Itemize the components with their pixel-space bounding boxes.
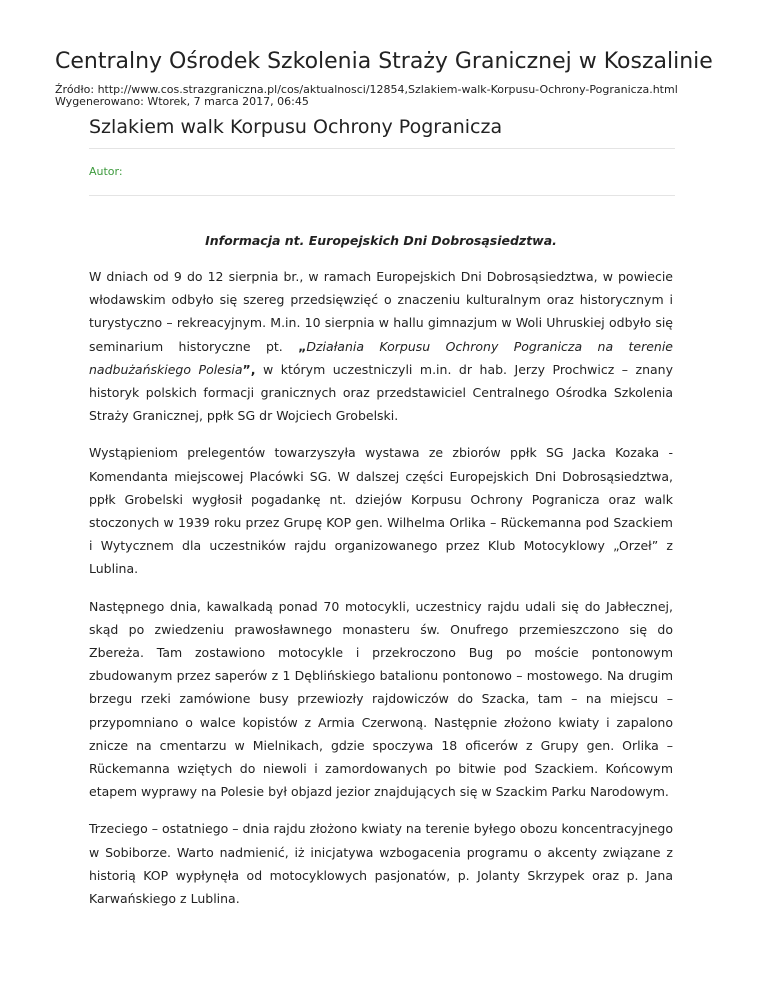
quote-open: „: [298, 338, 307, 354]
source-url: Źródło: http://www.cos.strazgraniczna.pl/cos/aktualnosci/12854,Szlakiem-walk-Korpusu-Ochrony-Pogranicza.html: [55, 83, 678, 96]
divider: [89, 148, 675, 149]
seminar-title: Działania Korpusu Ochrony Pogranicza na terenie nadbużańskiego Polesia: [89, 338, 673, 377]
site-title: Centralny Ośrodek Szkolenia Straży Granicznej w Koszalinie: [55, 49, 713, 74]
article-title: Szlakiem walk Korpusu Ochrony Pogranicza: [89, 116, 503, 138]
paragraph: [89, 265, 673, 427]
article-heading: Informacja nt. Europejskich Dni Dobrosąsiedztwa.: [205, 233, 557, 248]
paragraph: Wystąpieniom prelegentów towarzyszyła wystawa ze zbiorów ppłk SG Jacka Kozaka - Komendanta miejscowej Placówki SG. W dalszej części Europejskich Dni Dobrosąsiedztwa, ppłk Grobelski wygłosił pogadankę nt. dziejów Korpusu Ochrony Pogranicza oraz walk stoczonych w 1939 roku przez Grupę KOP gen. Wilhelma Orlika – Rückemanna pod Szackiem i Wytycznem dla uczestników rajdu organizowanego przez Klub Motocyklowy „Orzeł” z Lublina.: [89, 445, 673, 577]
print-meta: [55, 84, 678, 108]
generated-date: Wygenerowano: Wtorek, 7 marca 2017, 06:45: [55, 95, 309, 108]
paragraph: Następnego dnia, kawalkadą ponad 70 motocykli, uczestnicy rajdu udali się do Jabłecznej, skąd po zwiedzeniu prawosławnego monasteru św. Onufrego przemieszczono się do Zbereża. Tam zostawiono motocykle i przekroczono Bug po moście pontonowym zbudowanym przez saperów z 1 Dęblińskiego batalionu pontonowo – mostowego. Na drugim brzegu rzeki zamówione busy przewiozły rajdowiczów do Szacka, tam – na miejscu – przypomniano o walce kopistów z Armia Czerwoną. Następnie złożono kwiaty i zapalono znicze na cmentarzu w Mielnikach, gdzie spoczywa 18 oficerów z Grupy gen. Orlika – Rückemanna wziętych do niewoli i zamordowanych po bitwie pod Szackiem. Końcowym etapem wyprawy na Polesie był objazd jezior znajdujących się w Szackim Parku Narodowym.: [89, 598, 673, 800]
quote-close: ”,: [242, 361, 256, 377]
author-label: Autor:: [89, 165, 123, 178]
article-body: [89, 232, 673, 910]
paragraph-text: w którym uczestniczyli m.in. dr hab. Jerzy Prochwicz – znany historyk polskich formacji granicznych oraz przedstawiciel Centralnego Ośrodka Szkolenia Straży Granicznej, ppłk SG dr Wojciech Grobelski.: [89, 361, 674, 424]
paragraph: Trzeciego – ostatniego – dnia rajdu złożono kwiaty na terenie byłego obozu koncentracyjnego w Sobiborze. Warto nadmienić, iż inicjatywa wzbogacenia programu o akcenty związane z historią KOP wypłynęła od motocyklowych pasjonatów, p. Jolanty Skrzypek oraz p. Jana Karwańskiego z Lublina.: [89, 821, 674, 907]
paragraph-text: W dniach od 9 do 12 sierpnia br., w ramach Europejskich Dni Dobrosąsiedztwa, w powiecie włodawskim odbyło się szereg przedsięwzięć o znaczeniu kulturalnym oraz historycznym i turystyczno – rekreacyjnym. M.in. 10 sierpnia w hallu gimnazjum w Woli Uhruskiej odbyło się seminarium historyczne pt.: [89, 269, 673, 354]
divider: [89, 195, 675, 196]
